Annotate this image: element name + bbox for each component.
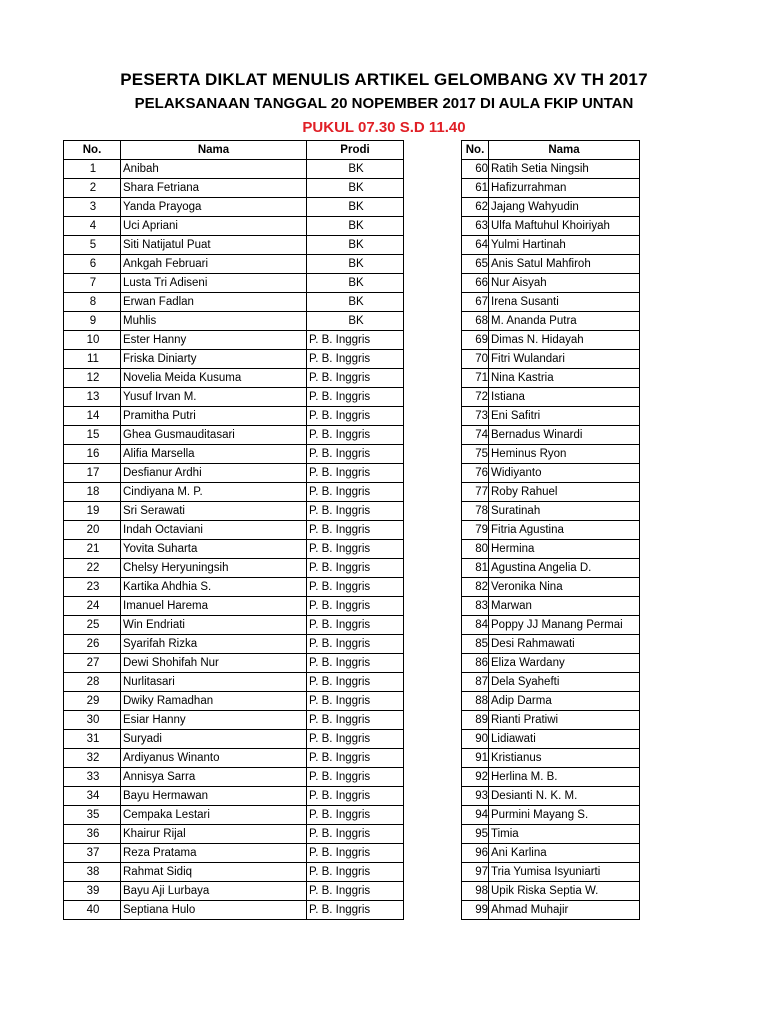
cell-no: 19: [64, 502, 121, 521]
cell-no: 9: [64, 312, 121, 331]
table-row: [462, 331, 640, 350]
cell-no: 39: [64, 882, 121, 901]
cell-no: 67: [462, 293, 489, 312]
cell-no: 29: [64, 692, 121, 711]
cell-nama: Imanuel Harema: [121, 597, 307, 616]
cell-no: 70: [462, 350, 489, 369]
cell-no: 80: [462, 540, 489, 559]
cell-nama: Nurlitasari: [121, 673, 307, 692]
cell-no: 26: [64, 635, 121, 654]
cell-no: 76: [462, 464, 489, 483]
cell-no: 14: [64, 407, 121, 426]
cell-prodi: P. B. Inggris: [307, 730, 404, 749]
table-row: [64, 654, 404, 673]
table-row: [64, 597, 404, 616]
cell-prodi: P. B. Inggris: [307, 901, 404, 920]
table-row: [64, 331, 404, 350]
cell-nama: Novelia Meida Kusuma: [121, 369, 307, 388]
table-row: [64, 369, 404, 388]
table-row: [462, 578, 640, 597]
table-row: [462, 236, 640, 255]
cell-nama: Yulmi Hartinah: [489, 236, 640, 255]
cell-nama: Siti Natijatul Puat: [121, 236, 307, 255]
cell-no: 5: [64, 236, 121, 255]
table-row: [64, 483, 404, 502]
cell-no: 28: [64, 673, 121, 692]
cell-prodi: P. B. Inggris: [307, 806, 404, 825]
table-row: [64, 312, 404, 331]
cell-no: 91: [462, 749, 489, 768]
table-row: [64, 711, 404, 730]
cell-nama: Suryadi: [121, 730, 307, 749]
cell-nama: Ghea Gusmauditasari: [121, 426, 307, 445]
table-row: [462, 825, 640, 844]
cell-no: 4: [64, 217, 121, 236]
cell-no: 95: [462, 825, 489, 844]
cell-nama: Chelsy Heryuningsih: [121, 559, 307, 578]
cell-no: 2: [64, 179, 121, 198]
cell-prodi: P. B. Inggris: [307, 426, 404, 445]
cell-nama: Tria Yumisa Isyuniarti: [489, 863, 640, 882]
cell-nama: Timia: [489, 825, 640, 844]
document-title: PESERTA DIKLAT MENULIS ARTIKEL GELOMBANG XV TH 2017: [120, 70, 648, 89]
cell-prodi: P. B. Inggris: [307, 825, 404, 844]
table-row: [64, 407, 404, 426]
table-row: [462, 654, 640, 673]
table-row: [462, 749, 640, 768]
cell-nama: Erwan Fadlan: [121, 293, 307, 312]
cell-nama: Reza Pratama: [121, 844, 307, 863]
table-row: [462, 806, 640, 825]
cell-prodi: P. B. Inggris: [307, 483, 404, 502]
cell-prodi: BK: [307, 198, 404, 217]
table-row: [64, 464, 404, 483]
cell-no: 78: [462, 502, 489, 521]
table-row: [462, 483, 640, 502]
cell-prodi: P. B. Inggris: [307, 673, 404, 692]
cell-nama: Hermina: [489, 540, 640, 559]
cell-prodi: P. B. Inggris: [307, 787, 404, 806]
cell-no: 74: [462, 426, 489, 445]
cell-no: 90: [462, 730, 489, 749]
cell-no: 63: [462, 217, 489, 236]
cell-no: 66: [462, 274, 489, 293]
cell-no: 89: [462, 711, 489, 730]
table-row: [462, 255, 640, 274]
cell-prodi: BK: [307, 293, 404, 312]
cell-no: 17: [64, 464, 121, 483]
cell-nama: Adip Darma: [489, 692, 640, 711]
cell-nama: Poppy JJ Manang Permai: [489, 616, 640, 635]
participants-table-left: [63, 140, 404, 920]
cell-no: 13: [64, 388, 121, 407]
cell-nama: Istiana: [489, 388, 640, 407]
table-row: [462, 426, 640, 445]
cell-no: 30: [64, 711, 121, 730]
table-row: [64, 160, 404, 179]
cell-nama: Suratinah: [489, 502, 640, 521]
cell-no: 32: [64, 749, 121, 768]
cell-nama: Uci Apriani: [121, 217, 307, 236]
table-row: [462, 521, 640, 540]
table-row: [462, 863, 640, 882]
cell-prodi: P. B. Inggris: [307, 559, 404, 578]
cell-nama: Desianti N. K. M.: [489, 787, 640, 806]
cell-nama: Sri Serawati: [121, 502, 307, 521]
cell-prodi: P. B. Inggris: [307, 464, 404, 483]
cell-nama: Septiana Hulo: [121, 901, 307, 920]
cell-no: 22: [64, 559, 121, 578]
cell-nama: Agustina Angelia D.: [489, 559, 640, 578]
document-subtitle: PELAKSANAAN TANGGAL 20 NOPEMBER 2017 DI AULA FKIP UNTAN: [134, 95, 634, 112]
table-row: [462, 274, 640, 293]
cell-no: 1: [64, 160, 121, 179]
table-row: [64, 806, 404, 825]
cell-nama: Ester Hanny: [121, 331, 307, 350]
cell-no: 15: [64, 426, 121, 445]
table-row: [64, 635, 404, 654]
cell-no: 36: [64, 825, 121, 844]
cell-no: 60: [462, 160, 489, 179]
cell-no: 3: [64, 198, 121, 217]
table-row: [64, 578, 404, 597]
cell-prodi: P. B. Inggris: [307, 635, 404, 654]
cell-no: 88: [462, 692, 489, 711]
header-prodi: Prodi: [307, 141, 404, 160]
table-row: [462, 369, 640, 388]
table-row: [462, 768, 640, 787]
table-row: [462, 502, 640, 521]
cell-prodi: BK: [307, 312, 404, 331]
cell-no: 82: [462, 578, 489, 597]
table-row: [64, 768, 404, 787]
cell-nama: Desfianur Ardhi: [121, 464, 307, 483]
cell-nama: Roby Rahuel: [489, 483, 640, 502]
cell-nama: Ahmad Muhajir: [489, 901, 640, 920]
cell-prodi: P. B. Inggris: [307, 711, 404, 730]
cell-prodi: P. B. Inggris: [307, 882, 404, 901]
cell-no: 81: [462, 559, 489, 578]
table-row: [64, 787, 404, 806]
cell-nama: Bayu Aji Lurbaya: [121, 882, 307, 901]
cell-prodi: P. B. Inggris: [307, 350, 404, 369]
cell-nama: Fitri Wulandari: [489, 350, 640, 369]
table-row: [64, 844, 404, 863]
cell-nama: Ardiyanus Winanto: [121, 749, 307, 768]
table-row: [462, 217, 640, 236]
cell-nama: Rianti Pratiwi: [489, 711, 640, 730]
cell-no: 27: [64, 654, 121, 673]
participants-table-right: [461, 140, 640, 920]
cell-nama: Kristianus: [489, 749, 640, 768]
cell-nama: Indah Octaviani: [121, 521, 307, 540]
table-row: [64, 388, 404, 407]
cell-no: 94: [462, 806, 489, 825]
table-row: [64, 236, 404, 255]
cell-no: 87: [462, 673, 489, 692]
cell-no: 25: [64, 616, 121, 635]
cell-no: 40: [64, 901, 121, 920]
cell-no: 75: [462, 445, 489, 464]
table-row: [462, 882, 640, 901]
cell-no: 96: [462, 844, 489, 863]
cell-nama: Pramitha Putri: [121, 407, 307, 426]
cell-no: 23: [64, 578, 121, 597]
cell-nama: M. Ananda Putra: [489, 312, 640, 331]
cell-nama: Yanda Prayoga: [121, 198, 307, 217]
header-no: No.: [462, 141, 489, 160]
cell-nama: Heminus Ryon: [489, 445, 640, 464]
cell-prodi: P. B. Inggris: [307, 388, 404, 407]
cell-nama: Khairur Rijal: [121, 825, 307, 844]
cell-nama: Bayu Hermawan: [121, 787, 307, 806]
table-header-row: [64, 141, 404, 160]
cell-nama: Hafizurrahman: [489, 179, 640, 198]
cell-prodi: BK: [307, 274, 404, 293]
table-row: [64, 749, 404, 768]
cell-nama: Bernadus Winardi: [489, 426, 640, 445]
table-row: [64, 616, 404, 635]
cell-nama: Dimas N. Hidayah: [489, 331, 640, 350]
cell-no: 35: [64, 806, 121, 825]
table-row: [462, 350, 640, 369]
table-row: [64, 255, 404, 274]
cell-no: 38: [64, 863, 121, 882]
table-row: [462, 559, 640, 578]
cell-no: 31: [64, 730, 121, 749]
header-nama: Nama: [489, 141, 640, 160]
cell-prodi: P. B. Inggris: [307, 445, 404, 464]
table-row: [462, 293, 640, 312]
table-row: [64, 825, 404, 844]
table-row: [462, 445, 640, 464]
cell-nama: Lusta Tri Adiseni: [121, 274, 307, 293]
table-row: [462, 844, 640, 863]
table-row: [462, 179, 640, 198]
cell-nama: Kartika Ahdhia S.: [121, 578, 307, 597]
table-row: [462, 407, 640, 426]
cell-nama: Ratih Setia Ningsih: [489, 160, 640, 179]
cell-nama: Desi Rahmawati: [489, 635, 640, 654]
cell-nama: Veronika Nina: [489, 578, 640, 597]
cell-prodi: BK: [307, 179, 404, 198]
cell-nama: Nina Kastria: [489, 369, 640, 388]
cell-nama: Anibah: [121, 160, 307, 179]
table-row: [64, 901, 404, 920]
cell-nama: Purmini Mayang S.: [489, 806, 640, 825]
cell-prodi: P. B. Inggris: [307, 616, 404, 635]
table-row: [64, 559, 404, 578]
cell-prodi: P. B. Inggris: [307, 502, 404, 521]
cell-nama: Syarifah Rizka: [121, 635, 307, 654]
table-row: [462, 312, 640, 331]
cell-no: 93: [462, 787, 489, 806]
cell-nama: Ani Karlina: [489, 844, 640, 863]
table-row: [462, 635, 640, 654]
table-row: [64, 882, 404, 901]
cell-no: 7: [64, 274, 121, 293]
cell-prodi: P. B. Inggris: [307, 654, 404, 673]
cell-nama: Irena Susanti: [489, 293, 640, 312]
cell-prodi: P. B. Inggris: [307, 369, 404, 388]
table-row: [462, 388, 640, 407]
cell-no: 18: [64, 483, 121, 502]
cell-no: 92: [462, 768, 489, 787]
cell-nama: Esiar Hanny: [121, 711, 307, 730]
table-row: [64, 692, 404, 711]
cell-no: 99: [462, 901, 489, 920]
cell-nama: Dewi Shohifah Nur: [121, 654, 307, 673]
cell-no: 84: [462, 616, 489, 635]
cell-no: 98: [462, 882, 489, 901]
cell-prodi: P. B. Inggris: [307, 540, 404, 559]
cell-no: 37: [64, 844, 121, 863]
cell-no: 64: [462, 236, 489, 255]
cell-no: 16: [64, 445, 121, 464]
cell-nama: Marwan: [489, 597, 640, 616]
cell-prodi: BK: [307, 255, 404, 274]
cell-nama: Rahmat Sidiq: [121, 863, 307, 882]
cell-nama: Nur Aisyah: [489, 274, 640, 293]
cell-no: 68: [462, 312, 489, 331]
cell-no: 71: [462, 369, 489, 388]
table-row: [462, 787, 640, 806]
cell-prodi: P. B. Inggris: [307, 578, 404, 597]
cell-nama: Alifia Marsella: [121, 445, 307, 464]
cell-nama: Ulfa Maftuhul Khoiriyah: [489, 217, 640, 236]
cell-no: 85: [462, 635, 489, 654]
cell-nama: Upik Riska Septia W.: [489, 882, 640, 901]
cell-nama: Yusuf Irvan M.: [121, 388, 307, 407]
cell-no: 20: [64, 521, 121, 540]
cell-no: 79: [462, 521, 489, 540]
table-row: [462, 160, 640, 179]
table-row: [462, 711, 640, 730]
cell-no: 69: [462, 331, 489, 350]
cell-prodi: P. B. Inggris: [307, 331, 404, 350]
cell-nama: Dela Syahefti: [489, 673, 640, 692]
cell-no: 83: [462, 597, 489, 616]
table-row: [462, 597, 640, 616]
cell-nama: Win Endriati: [121, 616, 307, 635]
table-row: [462, 464, 640, 483]
cell-prodi: P. B. Inggris: [307, 692, 404, 711]
cell-prodi: BK: [307, 160, 404, 179]
table-row: [462, 198, 640, 217]
table-row: [64, 293, 404, 312]
table-row: [462, 692, 640, 711]
cell-nama: Eni Safitri: [489, 407, 640, 426]
cell-no: 33: [64, 768, 121, 787]
cell-nama: Eliza Wardany: [489, 654, 640, 673]
cell-no: 6: [64, 255, 121, 274]
table-row: [462, 616, 640, 635]
header-no: No.: [64, 141, 121, 160]
table-row: [462, 673, 640, 692]
cell-no: 8: [64, 293, 121, 312]
table-row: [64, 179, 404, 198]
table-row: [64, 217, 404, 236]
table-row: [64, 540, 404, 559]
table-row: [64, 863, 404, 882]
cell-nama: Dwiky Ramadhan: [121, 692, 307, 711]
cell-no: 62: [462, 198, 489, 217]
cell-prodi: P. B. Inggris: [307, 844, 404, 863]
table-row: [64, 673, 404, 692]
document-time: PUKUL 07.30 S.D 11.40: [302, 119, 466, 136]
cell-prodi: BK: [307, 217, 404, 236]
table-row: [64, 198, 404, 217]
cell-nama: Ankgah Februari: [121, 255, 307, 274]
cell-nama: Muhlis: [121, 312, 307, 331]
cell-prodi: BK: [307, 236, 404, 255]
cell-prodi: P. B. Inggris: [307, 768, 404, 787]
cell-no: 97: [462, 863, 489, 882]
cell-no: 10: [64, 331, 121, 350]
table-row: [64, 350, 404, 369]
cell-no: 77: [462, 483, 489, 502]
cell-no: 11: [64, 350, 121, 369]
table-row: [64, 445, 404, 464]
table-row: [462, 730, 640, 749]
cell-nama: Cempaka Lestari: [121, 806, 307, 825]
table-row: [462, 901, 640, 920]
table-row: [462, 540, 640, 559]
cell-nama: Cindiyana M. P.: [121, 483, 307, 502]
cell-no: 65: [462, 255, 489, 274]
cell-prodi: P. B. Inggris: [307, 597, 404, 616]
cell-no: 73: [462, 407, 489, 426]
table-row: [64, 521, 404, 540]
header-nama: Nama: [121, 141, 307, 160]
cell-nama: Fitria Agustina: [489, 521, 640, 540]
cell-nama: Jajang Wahyudin: [489, 198, 640, 217]
cell-nama: Lidiawati: [489, 730, 640, 749]
cell-prodi: P. B. Inggris: [307, 407, 404, 426]
table-row: [64, 274, 404, 293]
cell-prodi: P. B. Inggris: [307, 749, 404, 768]
cell-nama: Anis Satul Mahfiroh: [489, 255, 640, 274]
cell-prodi: P. B. Inggris: [307, 863, 404, 882]
table-row: [64, 730, 404, 749]
cell-no: 12: [64, 369, 121, 388]
cell-no: 61: [462, 179, 489, 198]
cell-nama: Friska Diniarty: [121, 350, 307, 369]
cell-nama: Yovita Suharta: [121, 540, 307, 559]
cell-nama: Widiyanto: [489, 464, 640, 483]
cell-nama: Annisya Sarra: [121, 768, 307, 787]
cell-nama: Herlina M. B.: [489, 768, 640, 787]
cell-no: 86: [462, 654, 489, 673]
cell-no: 21: [64, 540, 121, 559]
cell-prodi: P. B. Inggris: [307, 521, 404, 540]
table-header-row: [462, 141, 640, 160]
cell-nama: Shara Fetriana: [121, 179, 307, 198]
cell-no: 24: [64, 597, 121, 616]
table-row: [64, 426, 404, 445]
table-row: [64, 502, 404, 521]
cell-no: 72: [462, 388, 489, 407]
cell-no: 34: [64, 787, 121, 806]
